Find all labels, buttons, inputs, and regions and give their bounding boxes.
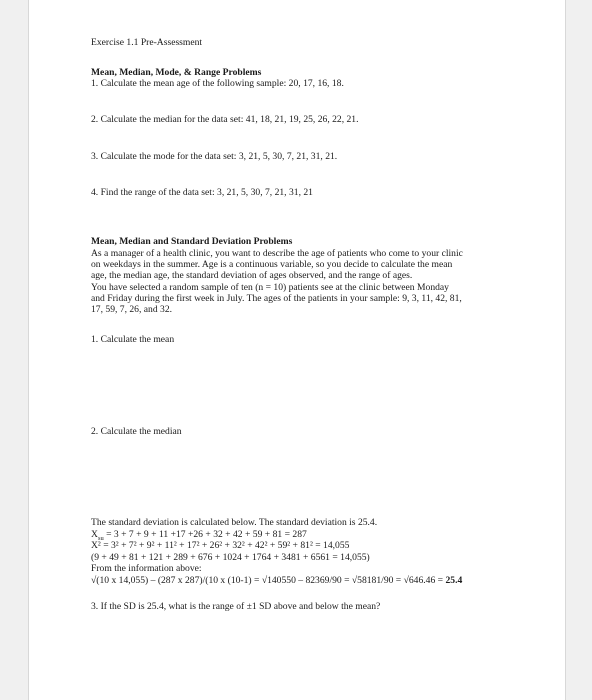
- sum-x-symbol: X: [91, 528, 98, 540]
- section2-heading: Mean, Median and Standard Deviation Problems: [91, 236, 293, 247]
- from-info-line: From the information above:: [91, 563, 202, 575]
- sum-x-expression: = 3 + 7 + 9 + 11 +17 +26 + 32 + 42 + 59 + 81 = 287: [103, 528, 307, 540]
- document-page: [28, 0, 566, 700]
- question-4-range: 4. Find the range of the data set: 3, 21, 5, 30, 7, 21, 31, 21: [91, 187, 313, 198]
- question-1-mean: 1. Calculate the mean age of the following sample: 20, 17, 16, 18.: [91, 78, 344, 89]
- sum-x-subscript: su: [97, 534, 104, 542]
- scenario-line: and Friday during the first week in July. The ages of the patients in your sample: 9, 3, 11, 42, 81,: [91, 292, 462, 304]
- scenario-line: You have selected a random sample of ten (n = 10) patients see at the clinic between Monday: [91, 281, 449, 293]
- sd-intro: The standard deviation is calculated below. The standard deviation is 25.4.: [91, 517, 378, 528]
- scenario-line: on weekdays in the summer. Age is a continuous variable, so you decide to calculate the mean: [91, 259, 453, 271]
- sum-x-line: [91, 529, 462, 541]
- sd-result: 25.4: [445, 574, 463, 586]
- scenario-paragraph: [91, 248, 537, 315]
- sqrt-formula-line: [91, 575, 462, 587]
- sqrt-expression: √(10 x 14,055) – (287 x 287)/(10 x (10-1) = √140550 – 82369/90 = √58181/90 = √646.46 =: [91, 574, 446, 586]
- question-2-median: 2. Calculate the median for the data set: 41, 18, 21, 19, 25, 26, 22, 21.: [91, 114, 359, 125]
- scenario-line: age, the median age, the standard deviation of ages observed, and the range of ages.: [91, 270, 413, 282]
- squares-sum-line: (9 + 49 + 81 + 121 + 289 + 676 + 1024 + 1764 + 3481 + 6561 = 14,055): [91, 551, 370, 563]
- question-3-mode: 3. Calculate the mode for the data set: 3, 21, 5, 30, 7, 21, 31, 21.: [91, 151, 338, 162]
- section2-question-2: 2. Calculate the median: [91, 426, 182, 437]
- scenario-line: As a manager of a health clinic, you want to describe the age of patients who come to your clinic: [91, 248, 463, 259]
- scenario-line: 17, 59, 7, 26, and 32.: [91, 304, 173, 316]
- section1-heading: Mean, Median, Mode, & Range Problems: [91, 67, 262, 78]
- page-title: Exercise 1.1 Pre-Assessment: [91, 37, 203, 48]
- sum-x-squared-line: X² = 3² + 7² + 9² + 11² + 17² + 26² + 32² + 42² + 59² + 81² = 14,055: [91, 540, 350, 552]
- section2-question-1: 1. Calculate the mean: [91, 334, 175, 345]
- section2-question-3: 3. If the SD is 25.4, what is the range of ±1 SD above and below the mean?: [91, 601, 381, 612]
- sd-calculation-block: [91, 517, 462, 587]
